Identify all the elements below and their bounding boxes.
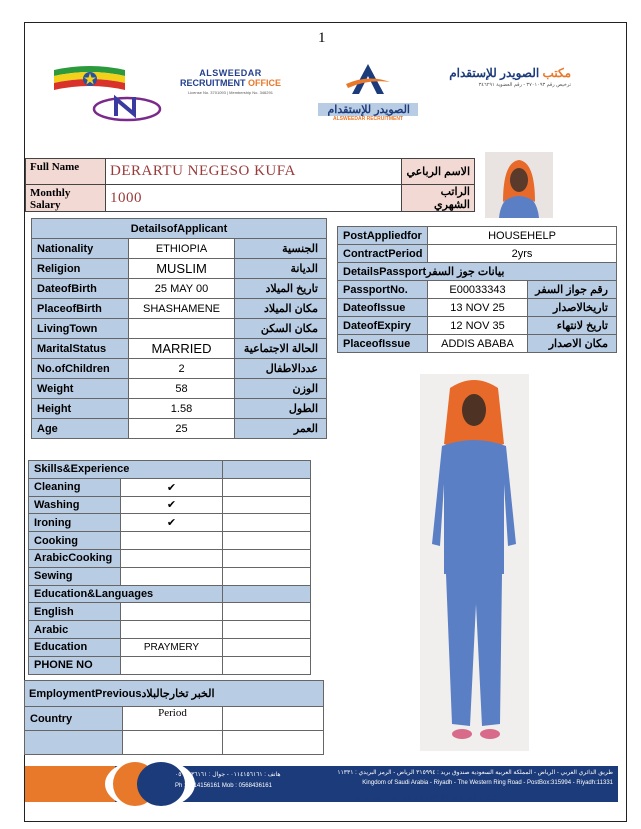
blank-cell <box>223 656 311 674</box>
salary-value: 1000 <box>106 185 402 212</box>
table-row <box>338 245 617 263</box>
salary-ar-label: الراتب الشهري <box>402 185 475 212</box>
logo-center-ar: الصويدر للإستقدام <box>318 103 418 116</box>
cleaning-check: ✔ <box>121 478 223 496</box>
arabic-cooking-label: ArabicCooking <box>29 549 121 567</box>
blank-cell <box>123 731 223 755</box>
living-town-label: LivingTown <box>32 319 129 339</box>
skills-title: Skills&Experience <box>29 461 223 479</box>
sewing-check <box>121 567 223 585</box>
passport-no-ar: رقم جواز السفر <box>528 281 617 299</box>
footer-phone-en: Ph : 0114156161 Mob : 0568436161 <box>175 783 272 789</box>
contract-period-value: 2yrs <box>428 245 617 263</box>
logo-line-2b: OFFICE <box>248 78 281 88</box>
cleaning-label: Cleaning <box>29 478 121 496</box>
page-number: 1 <box>318 30 326 46</box>
children-value: 2 <box>129 359 235 379</box>
living-town-ar: مكان السكن <box>235 319 327 339</box>
living-town-value <box>129 319 235 339</box>
place-issue-ar: مكان الاصدار <box>528 335 617 353</box>
blank-cell <box>223 549 311 567</box>
phone-label: PHONE NO <box>29 656 121 674</box>
nationality-value: ETHIOPIA <box>129 239 235 259</box>
cooking-label: Cooking <box>29 532 121 550</box>
logo-license-line: License No. 3701093 | Membership No. 346291 <box>188 90 273 95</box>
height-label: Height <box>32 399 129 419</box>
passport-no-value: E00033343 <box>428 281 528 299</box>
table-row <box>32 279 327 299</box>
table-row <box>32 399 327 419</box>
table-row <box>338 335 617 353</box>
table-row <box>29 532 311 550</box>
table-row <box>25 731 324 755</box>
blank-cell <box>223 707 324 731</box>
post-applied-label: PostAppliedfor <box>338 227 428 245</box>
ethiopia-flag-logo <box>52 64 127 94</box>
education-title-blank <box>223 585 311 603</box>
blank-cell <box>223 478 311 496</box>
table-row <box>29 638 311 656</box>
table-row <box>29 496 311 514</box>
english-value <box>121 603 223 621</box>
blank-cell <box>25 731 123 755</box>
alsweedar-text-logo <box>168 68 293 95</box>
table-row <box>32 379 327 399</box>
footer-address-ar: طريق الدائري الغربي - الرياض - المملكة العربية السعودية صندوق بريد : ٣١٥٩٩٤ الرياض - الرمز البريدي : ١١٣٣١ <box>337 770 613 776</box>
education-title: Education&Languages <box>29 585 223 603</box>
post-applied-value: HOUSEHELP <box>428 227 617 245</box>
table-row <box>32 339 327 359</box>
place-issue-label: PlaceofIssue <box>338 335 428 353</box>
phone-value <box>121 656 223 674</box>
portrait-photo <box>485 152 553 218</box>
pob-value: SHASHAMENE <box>129 299 235 319</box>
alsweedar-a-logo <box>318 62 418 120</box>
table-row <box>338 281 617 299</box>
blank-cell <box>223 514 311 532</box>
table-row <box>32 299 327 319</box>
footer-orange-block <box>25 766 115 802</box>
date-issue-ar: تاريخالاصدار <box>528 299 617 317</box>
logo-right-sub: ترخيص رقم ٣٧٠١٠٩٣ - رقم العضوية ٣٤٦٢٩١ <box>478 82 571 88</box>
applicant-details-title: DetailsofApplicant <box>32 219 327 239</box>
height-ar: الطول <box>235 399 327 419</box>
logo-right-a: مكتب <box>539 66 571 80</box>
blank-cell <box>223 496 311 514</box>
age-ar: العمر <box>235 419 327 439</box>
age-value: 25 <box>129 419 235 439</box>
religion-label: Religion <box>32 259 129 279</box>
table-row <box>29 478 311 496</box>
office-ar-logo <box>436 66 571 88</box>
marital-status-label: MaritalStatus <box>32 339 129 359</box>
footer-banner <box>25 758 618 810</box>
education-label: Education <box>29 638 121 656</box>
footer-address <box>295 768 613 788</box>
table-row <box>29 603 311 621</box>
cooking-check <box>121 532 223 550</box>
blank-cell <box>223 603 311 621</box>
blank-cell <box>223 638 311 656</box>
blank-cell <box>223 621 311 639</box>
footer-phone-ar: هاتف : ٠١١٤١٥٦١٦١ - جوال : ٠٥٦٨٤٣٦١٦١ <box>175 772 281 778</box>
dob-ar: تاريخ الميلاد <box>235 279 327 299</box>
logo-center-en: ALSWEEDAR RECRUITMENT <box>333 116 403 122</box>
post-passport-table <box>337 226 617 353</box>
applicant-details-table <box>31 218 327 439</box>
table-row <box>29 549 311 567</box>
table-row <box>29 514 311 532</box>
blank-cell <box>223 731 324 755</box>
children-label: No.ofChildren <box>32 359 129 379</box>
logo-right-b: الصويدر للإستقدام <box>449 66 540 80</box>
table-row <box>29 656 311 674</box>
table-row <box>338 227 617 245</box>
country-label: Country <box>25 707 123 731</box>
religion-ar: الديانة <box>235 259 327 279</box>
marital-status-value: MARRIED <box>129 339 235 359</box>
weight-label: Weight <box>32 379 129 399</box>
washing-label: Washing <box>29 496 121 514</box>
employment-table <box>24 680 324 755</box>
skills-title-blank <box>223 461 311 479</box>
table-row <box>29 621 311 639</box>
education-value: PRAYMERY <box>121 638 223 656</box>
employment-title: EmploymentPreviousالخبر تخارجالبلاد <box>25 681 324 707</box>
name-salary-table <box>25 158 475 212</box>
full-name-label: Full Name <box>26 159 106 185</box>
salary-label: Monthly Salary <box>26 185 106 212</box>
place-issue-value: ADDIS ABABA <box>428 335 528 353</box>
table-row <box>32 359 327 379</box>
date-issue-value: 13 NOV 25 <box>428 299 528 317</box>
arabic-value <box>121 621 223 639</box>
skills-table <box>28 460 311 675</box>
passport-section-title: DetailsPassportبيانات جوز السفر <box>338 263 617 281</box>
footer-email: e-mail: alssuaydr@gmail.com <box>355 792 501 802</box>
ironing-check: ✔ <box>121 514 223 532</box>
dob-value: 25 MAY 00 <box>129 279 235 299</box>
table-row <box>338 317 617 335</box>
contract-period-label: ContractPeriod <box>338 245 428 263</box>
table-row <box>32 239 327 259</box>
weight-ar: الوزن <box>235 379 327 399</box>
pob-ar: مكان الميلاد <box>235 299 327 319</box>
date-expiry-value: 12 NOV 35 <box>428 317 528 335</box>
arabic-label: Arabic <box>29 621 121 639</box>
sewing-label: Sewing <box>29 567 121 585</box>
ironing-label: Ironing <box>29 514 121 532</box>
period-label: Period <box>123 707 223 731</box>
arabic-cooking-check <box>121 549 223 567</box>
blank-cell <box>223 532 311 550</box>
dob-label: DateofBirth <box>32 279 129 299</box>
washing-check: ✔ <box>121 496 223 514</box>
english-label: English <box>29 603 121 621</box>
date-expiry-ar: تاريخ لانتهاء <box>528 317 617 335</box>
blank-cell <box>223 567 311 585</box>
table-row <box>32 419 327 439</box>
children-ar: عددالاطفال <box>235 359 327 379</box>
footer-contact <box>175 770 290 792</box>
religion-value: MUSLIM <box>129 259 235 279</box>
footer-address-en: Kingdom of Saudi Arabia - Riyadh - The Western Ring Road - PostBox:315994 - Riyadh:11331 <box>362 780 613 786</box>
table-row <box>29 567 311 585</box>
logo-line-2a: RECRUITMENT <box>180 78 248 88</box>
table-row <box>32 319 327 339</box>
table-row <box>25 707 324 731</box>
n-swoosh-logo <box>92 92 162 122</box>
pob-label: PlaceofBirth <box>32 299 129 319</box>
height-value: 1.58 <box>129 399 235 419</box>
nationality-label: Nationality <box>32 239 129 259</box>
table-row <box>32 259 327 279</box>
nationality-ar: الجنسية <box>235 239 327 259</box>
weight-value: 58 <box>129 379 235 399</box>
age-label: Age <box>32 419 129 439</box>
logo-line-1: ALSWEEDAR <box>199 68 262 78</box>
a-mark-icon <box>344 62 392 96</box>
full-name-ar-label: الاسم الرباعي <box>402 159 475 185</box>
date-expiry-label: DateofExpiry <box>338 317 428 335</box>
date-issue-label: DateofIssue <box>338 299 428 317</box>
full-length-photo <box>420 374 529 751</box>
passport-no-label: PassportNo. <box>338 281 428 299</box>
full-name-value: DERARTU NEGESO KUFA <box>106 159 402 185</box>
table-row <box>338 299 617 317</box>
marital-status-ar: الحالة الاجتماعية <box>235 339 327 359</box>
